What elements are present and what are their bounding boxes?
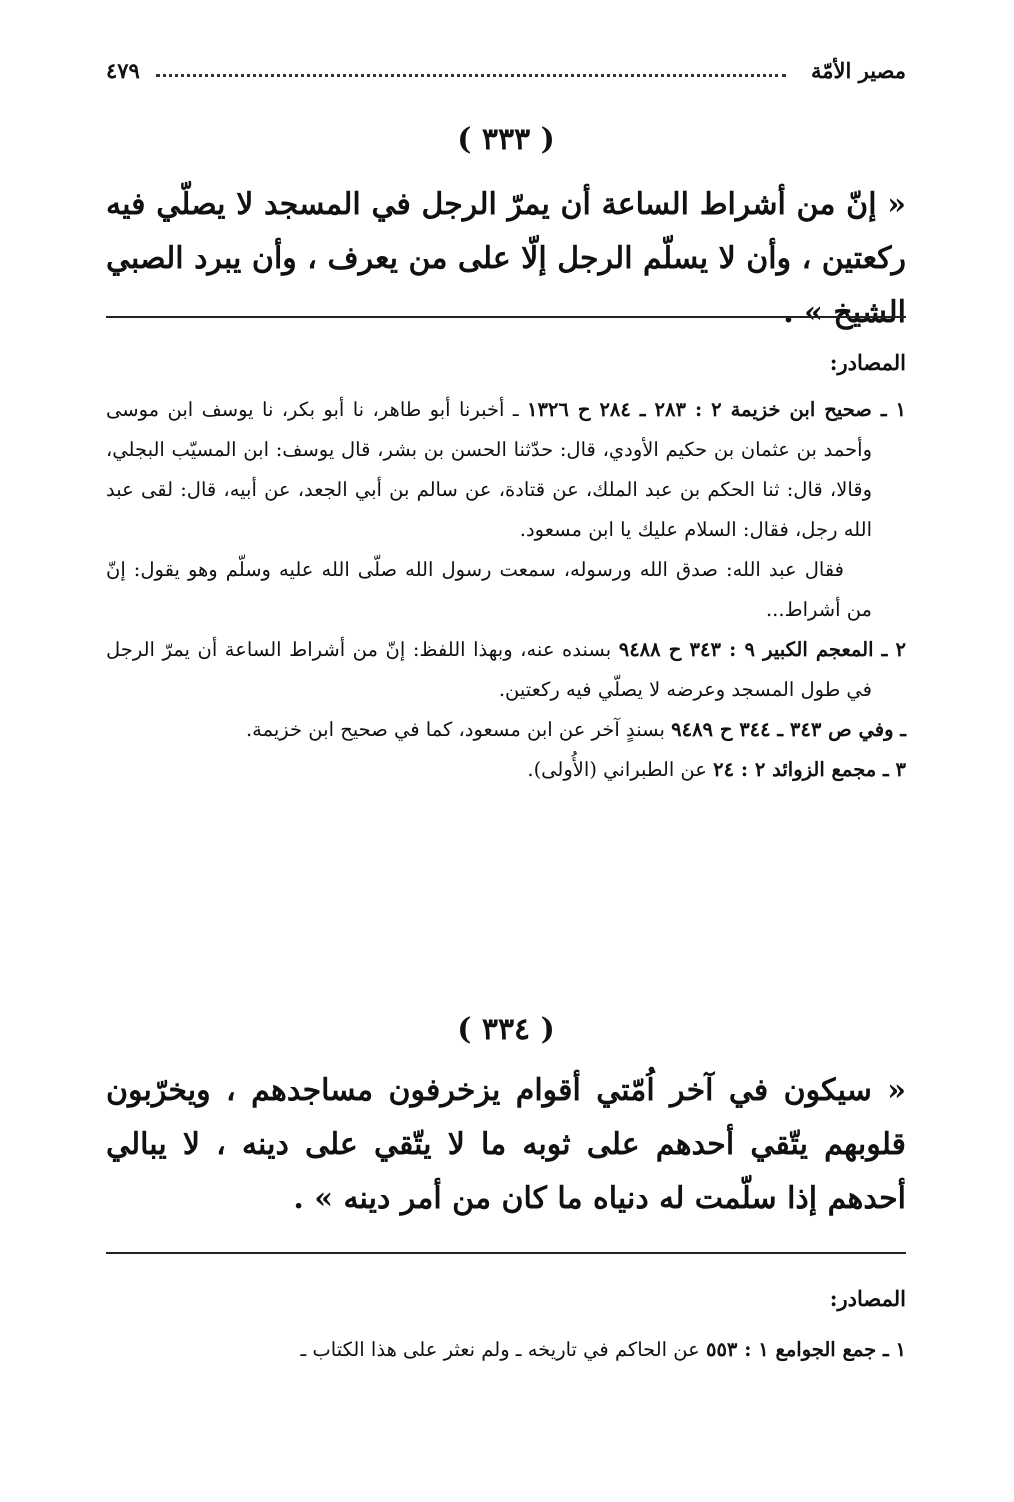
running-header-title: مصير الأمّة [810,58,906,83]
hadith-text: « إنّ من أشراط الساعة أن يمرّ الرجل في المسجد لا يصلّي فيه ركعتين ، وأن لا يسلّم الرجل إلّا على من يعرف ، وأن يبرد الصبي الشيخ » . [106,187,906,330]
sources-list [106,1330,906,1370]
leader-dots [156,56,786,77]
source-entry [106,1330,906,1370]
sources-heading: المصادر: [829,350,906,375]
source-entry [106,710,906,750]
source-reference: ٣ ـ مجمع الزوائد ٢ : ٢٤ [713,758,906,781]
source-entry [106,390,906,550]
hadith-number: ( ٣٣٤ ) [457,1012,555,1047]
source-text: بسنده عنه، وبهذا اللفظ: إنّ من أشراط الساعة أن يمرّ الرجل في طول المسجد وعرضه لا يصلّي فيه ركعتين. [106,638,872,701]
source-reference: ـ وفي ص ٣٤٣ ـ ٣٤٤ ح ٩٤٨٩ [671,718,906,741]
hadith-text: « سيكون في آخر اُمّتي أقوام يزخرفون مساجدهم ، ويخرّبون قلوبهم يتّقي أحدهم على ثوبه ما لا يتّقي على دينه ، لا يبالي أحدهم إذا سلّمت له دنياه ما كان من أمر دينه » . [106,1073,906,1216]
source-text: عن الحاكم في تاريخه ـ ولم نعثر على هذا الكتاب ـ [300,1338,706,1361]
source-reference: ١ ـ صحيح ابن خزيمة ٢ : ٢٨٣ ـ ٢٨٤ ح ١٣٢٦ [526,398,907,421]
source-reference: ٢ ـ المعجم الكبير ٩ : ٣٤٣ ح ٩٤٨٨ [618,638,906,661]
section-divider [106,316,906,318]
sources-list [106,390,906,790]
source-text: بسندٍ آخر عن ابن مسعود، كما في صحيح ابن خزيمة. [245,718,672,741]
sources-heading: المصادر: [829,1286,906,1311]
page-number: ٤٧٩ [106,58,140,83]
source-entry [106,750,906,790]
source-reference: ١ ـ جمع الجوامع ١ : ٥٥٣ [705,1338,906,1361]
source-text: ـ أخبرنا أبو طاهر، نا أبو بكر، نا يوسف ابن موسى وأحمد بن عثمان بن حكيم الأودي، قال: حدّثنا الحسن بن بشر، قال يوسف: ابن المسيّب البجلي، وقالا، قال: ثنا الحكم بن عبد الملك، عن قتادة، عن سالم بن أبي الجعد، عن أبيه، قال: لقى عبد الله رجل، فقال: السلام عليك يا ابن مسعود. [106,398,872,541]
hadith-number: ( ٣٣٣ ) [457,122,555,157]
running-header [106,46,906,90]
section-divider [106,1252,906,1254]
source-entry [106,630,906,710]
source-paragraph: فقال عبد الله: صدق الله ورسوله، سمعت رسول الله صلّى الله عليه وسلّم وهو يقول: إنّ من أشراط... [106,558,872,621]
source-text: عن الطبراني (الأُولى). [527,758,714,781]
